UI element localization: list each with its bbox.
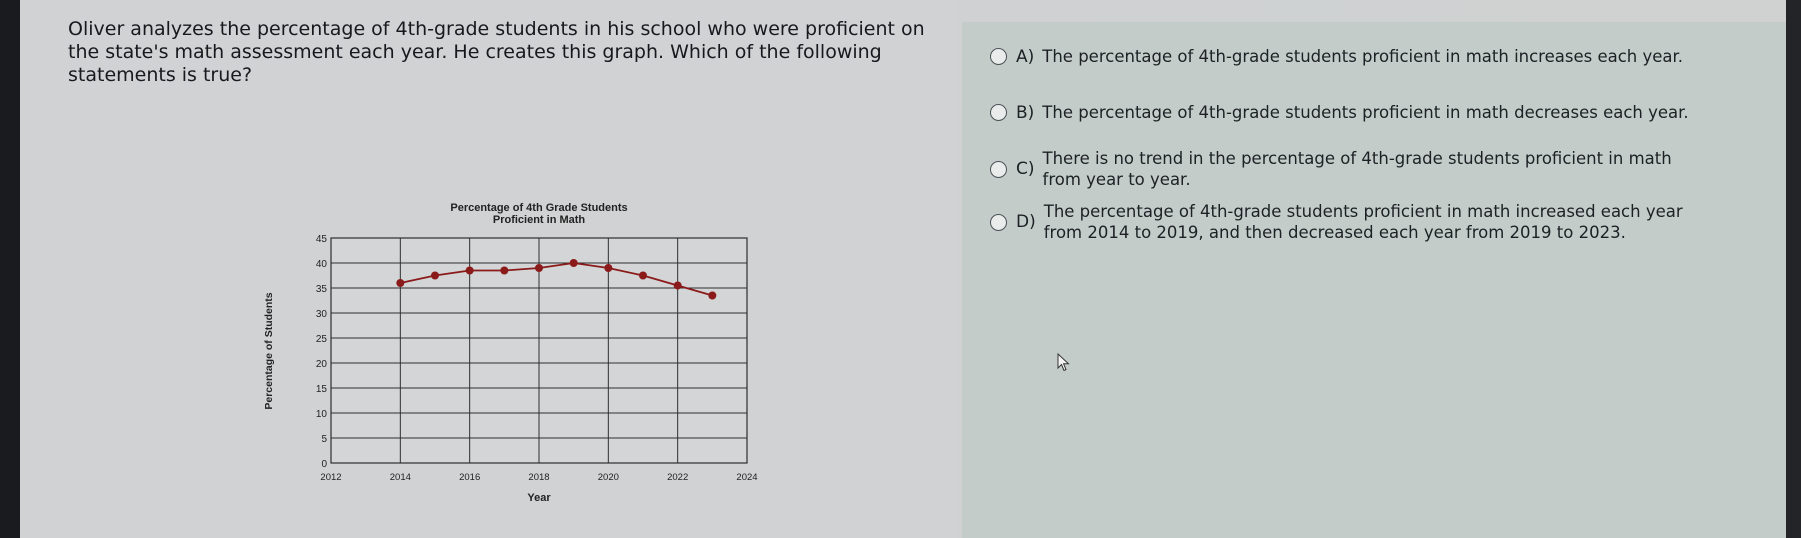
option-c-line-1: There is no trend in the percentage of 4th-grade students proficient in math — [1042, 149, 1672, 168]
data-point — [570, 259, 578, 267]
y-tick-label: 5 — [321, 434, 327, 445]
option-c-letter: C) — [1016, 159, 1035, 179]
screen-bezel-left — [0, 0, 20, 538]
x-tick-label: 2012 — [320, 472, 342, 483]
x-tick-label: 2016 — [459, 472, 481, 483]
option-c-line-2: from year to year. — [1042, 170, 1191, 189]
x-tick-label: 2022 — [667, 472, 689, 483]
screen-bezel-right — [1786, 0, 1801, 538]
chart-subtitle: Proficient in Math — [492, 214, 586, 226]
mouse-pointer-icon — [1057, 353, 1071, 373]
option-d-letter: D) — [1016, 212, 1036, 232]
y-tick-label: 10 — [315, 409, 327, 420]
y-tick-label: 40 — [315, 259, 327, 270]
data-point — [674, 282, 682, 290]
option-b[interactable] — [990, 102, 1780, 123]
radio-d[interactable] — [990, 214, 1007, 231]
x-tick-label: 2014 — [389, 472, 411, 483]
data-point — [535, 264, 543, 272]
option-a-text: The percentage of 4th-grade students proficient in math increases each year. — [1042, 47, 1684, 66]
y-tick-label: 15 — [315, 384, 327, 395]
option-d-line-2: from 2014 to 2019, and then decreased each year from 2019 to 2023. — [1043, 223, 1626, 242]
data-point — [466, 267, 474, 275]
question-text: Oliver analyzes the percentage of 4th-grade students in his school who were proficient on the state's math assessment each year. He creates this graph. Which of the following statements is true? — [68, 18, 925, 86]
x-tick-label: 2024 — [736, 472, 758, 483]
y-tick-label: 35 — [315, 284, 327, 295]
y-axis-label: Percentage of Students — [263, 292, 275, 410]
data-point — [431, 272, 439, 280]
y-tick-label: 20 — [315, 359, 327, 370]
line-chart — [262, 196, 762, 516]
option-c[interactable] — [990, 148, 1780, 190]
data-point — [604, 264, 612, 272]
radio-b[interactable] — [990, 104, 1007, 121]
data-point — [639, 272, 647, 280]
y-tick-label: 25 — [315, 334, 327, 345]
chart-svg — [262, 196, 762, 516]
y-tick-label: 0 — [321, 459, 327, 470]
option-a[interactable] — [990, 46, 1780, 67]
data-point — [396, 279, 404, 287]
data-point — [500, 267, 508, 275]
option-b-text: The percentage of 4th-grade students proficient in math decreases each year. — [1042, 103, 1689, 122]
option-d[interactable] — [990, 201, 1780, 243]
answer-pane — [962, 22, 1786, 538]
option-c-text — [1043, 148, 1672, 190]
x-tick-label: 2018 — [528, 472, 550, 483]
radio-a[interactable] — [990, 48, 1007, 65]
chart-title: Percentage of 4th Grade Students — [450, 202, 628, 214]
x-tick-label: 2020 — [597, 472, 619, 483]
option-d-line-1: The percentage of 4th-grade students proficient in math increased each year — [1043, 202, 1683, 221]
y-tick-label: 30 — [315, 309, 327, 320]
x-axis-label: Year — [527, 492, 551, 504]
option-a-letter: A) — [1016, 46, 1035, 67]
y-tick-label: 45 — [315, 234, 327, 245]
option-b-letter: B) — [1016, 102, 1035, 123]
data-point — [708, 292, 716, 300]
option-d-text — [1044, 201, 1683, 243]
radio-c[interactable] — [990, 161, 1007, 178]
